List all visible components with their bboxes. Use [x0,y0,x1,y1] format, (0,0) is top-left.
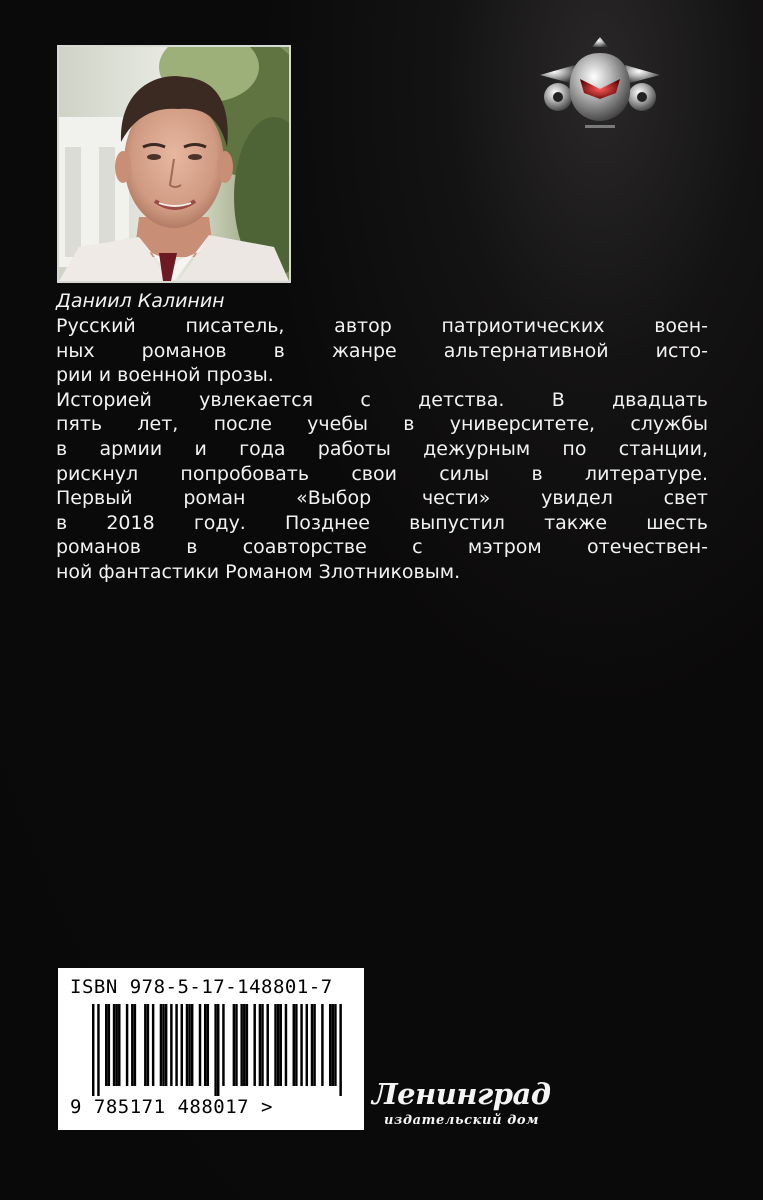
barcode-bar [266,1004,268,1086]
barcode-bar [253,1004,255,1086]
barcode-bar [259,1004,261,1086]
barcode-bar [152,1004,154,1086]
barcode-bar [105,1004,107,1086]
barcode-bar [217,1004,219,1096]
barcode-bar [332,1004,334,1086]
barcode-bar [243,1004,245,1086]
barcode-bar [118,1004,120,1086]
barcode-bars [92,1004,342,1096]
barcode-bar [134,1004,136,1086]
bio-line: пять лет, после учебы в университете, службы [56,413,708,436]
barcode-bar [92,1004,94,1096]
barcode-bar [321,1004,323,1086]
series-emblem-icon [530,35,670,135]
barcode-bar [334,1004,336,1086]
barcode-bar [162,1004,164,1086]
author-portrait-image [59,47,289,281]
barcode-bar [222,1004,224,1086]
barcode-bar [204,1004,206,1086]
barcode-bar [246,1004,248,1086]
bio-line: рии и военной прозы. [56,364,274,387]
barcode-bar [160,1004,162,1086]
barcode-bar [313,1004,315,1086]
barcode-bar [214,1004,216,1096]
barcode-bar [306,1004,308,1086]
barcode-bar [147,1004,149,1086]
barcode-bar [277,1004,279,1086]
author-name: Даниил Калинин [56,290,225,312]
barcode-bar [108,1004,110,1086]
bio-line: рискнул попробовать свои силы в литературе. [56,462,708,485]
barcode-bar [131,1004,133,1086]
bio-paragraph-2 [56,388,708,585]
barcode-bar [144,1004,146,1086]
barcode-bar [199,1004,201,1086]
barcode-bar [175,1004,177,1086]
publisher-logo [368,1075,568,1145]
barcode-bar [280,1004,282,1086]
barcode-bar [233,1004,235,1086]
publisher-subtitle: издательский дом [384,1113,540,1128]
barcode-bar [300,1004,302,1086]
barcode-bar [285,1004,287,1086]
barcode-bar [207,1004,209,1086]
barcode-bar [97,1004,99,1096]
barcode-bar [113,1004,115,1086]
barcode-bar [274,1004,276,1086]
bio-line: романов в соавторстве с мэтром отечествен- [56,536,708,559]
bio-paragraph-1 [56,314,708,388]
barcode-bar [311,1004,313,1086]
barcode-bar [165,1004,167,1086]
author-biography [56,314,708,585]
bio-line: в армии и года работы дежурным по станции, [56,437,708,460]
isbn-barcode [58,968,364,1130]
bio-line: ной фантастики Романом Злотниковым. [56,560,461,583]
barcode-bar [235,1004,237,1086]
publisher-name: Ленинград [372,1077,551,1111]
barcode-bar [115,1004,117,1086]
barcode-bar [191,1004,193,1086]
barcode-bar [170,1004,172,1086]
ean-digits: 9 785171 488017 > [70,1096,273,1118]
bio-line: в 2018 году. Позднее выпустил также шесть [56,511,708,534]
author-photo [57,45,291,283]
barcode-bar [126,1004,128,1086]
bio-line: Первый роман «Выбор чести» увидел свет [56,487,708,510]
barcode-bar [240,1004,242,1086]
bio-line: Историей увлекается с детства. В двадцать [56,388,708,411]
barcode-bar [329,1004,331,1086]
barcode-bar [295,1004,297,1086]
barcode-bar [181,1004,183,1086]
bio-line: ных романов в жанре альтернативной исто- [56,339,708,362]
barcode-bar [261,1004,263,1086]
barcode-bar [186,1004,188,1086]
isbn-label: ISBN 978-5-17-148801-7 [70,976,333,998]
barcode-bar [293,1004,295,1086]
barcode-bar [188,1004,190,1086]
barcode-bar [339,1004,341,1096]
bio-line: Русский писатель, автор патриотических воен- [56,315,708,337]
